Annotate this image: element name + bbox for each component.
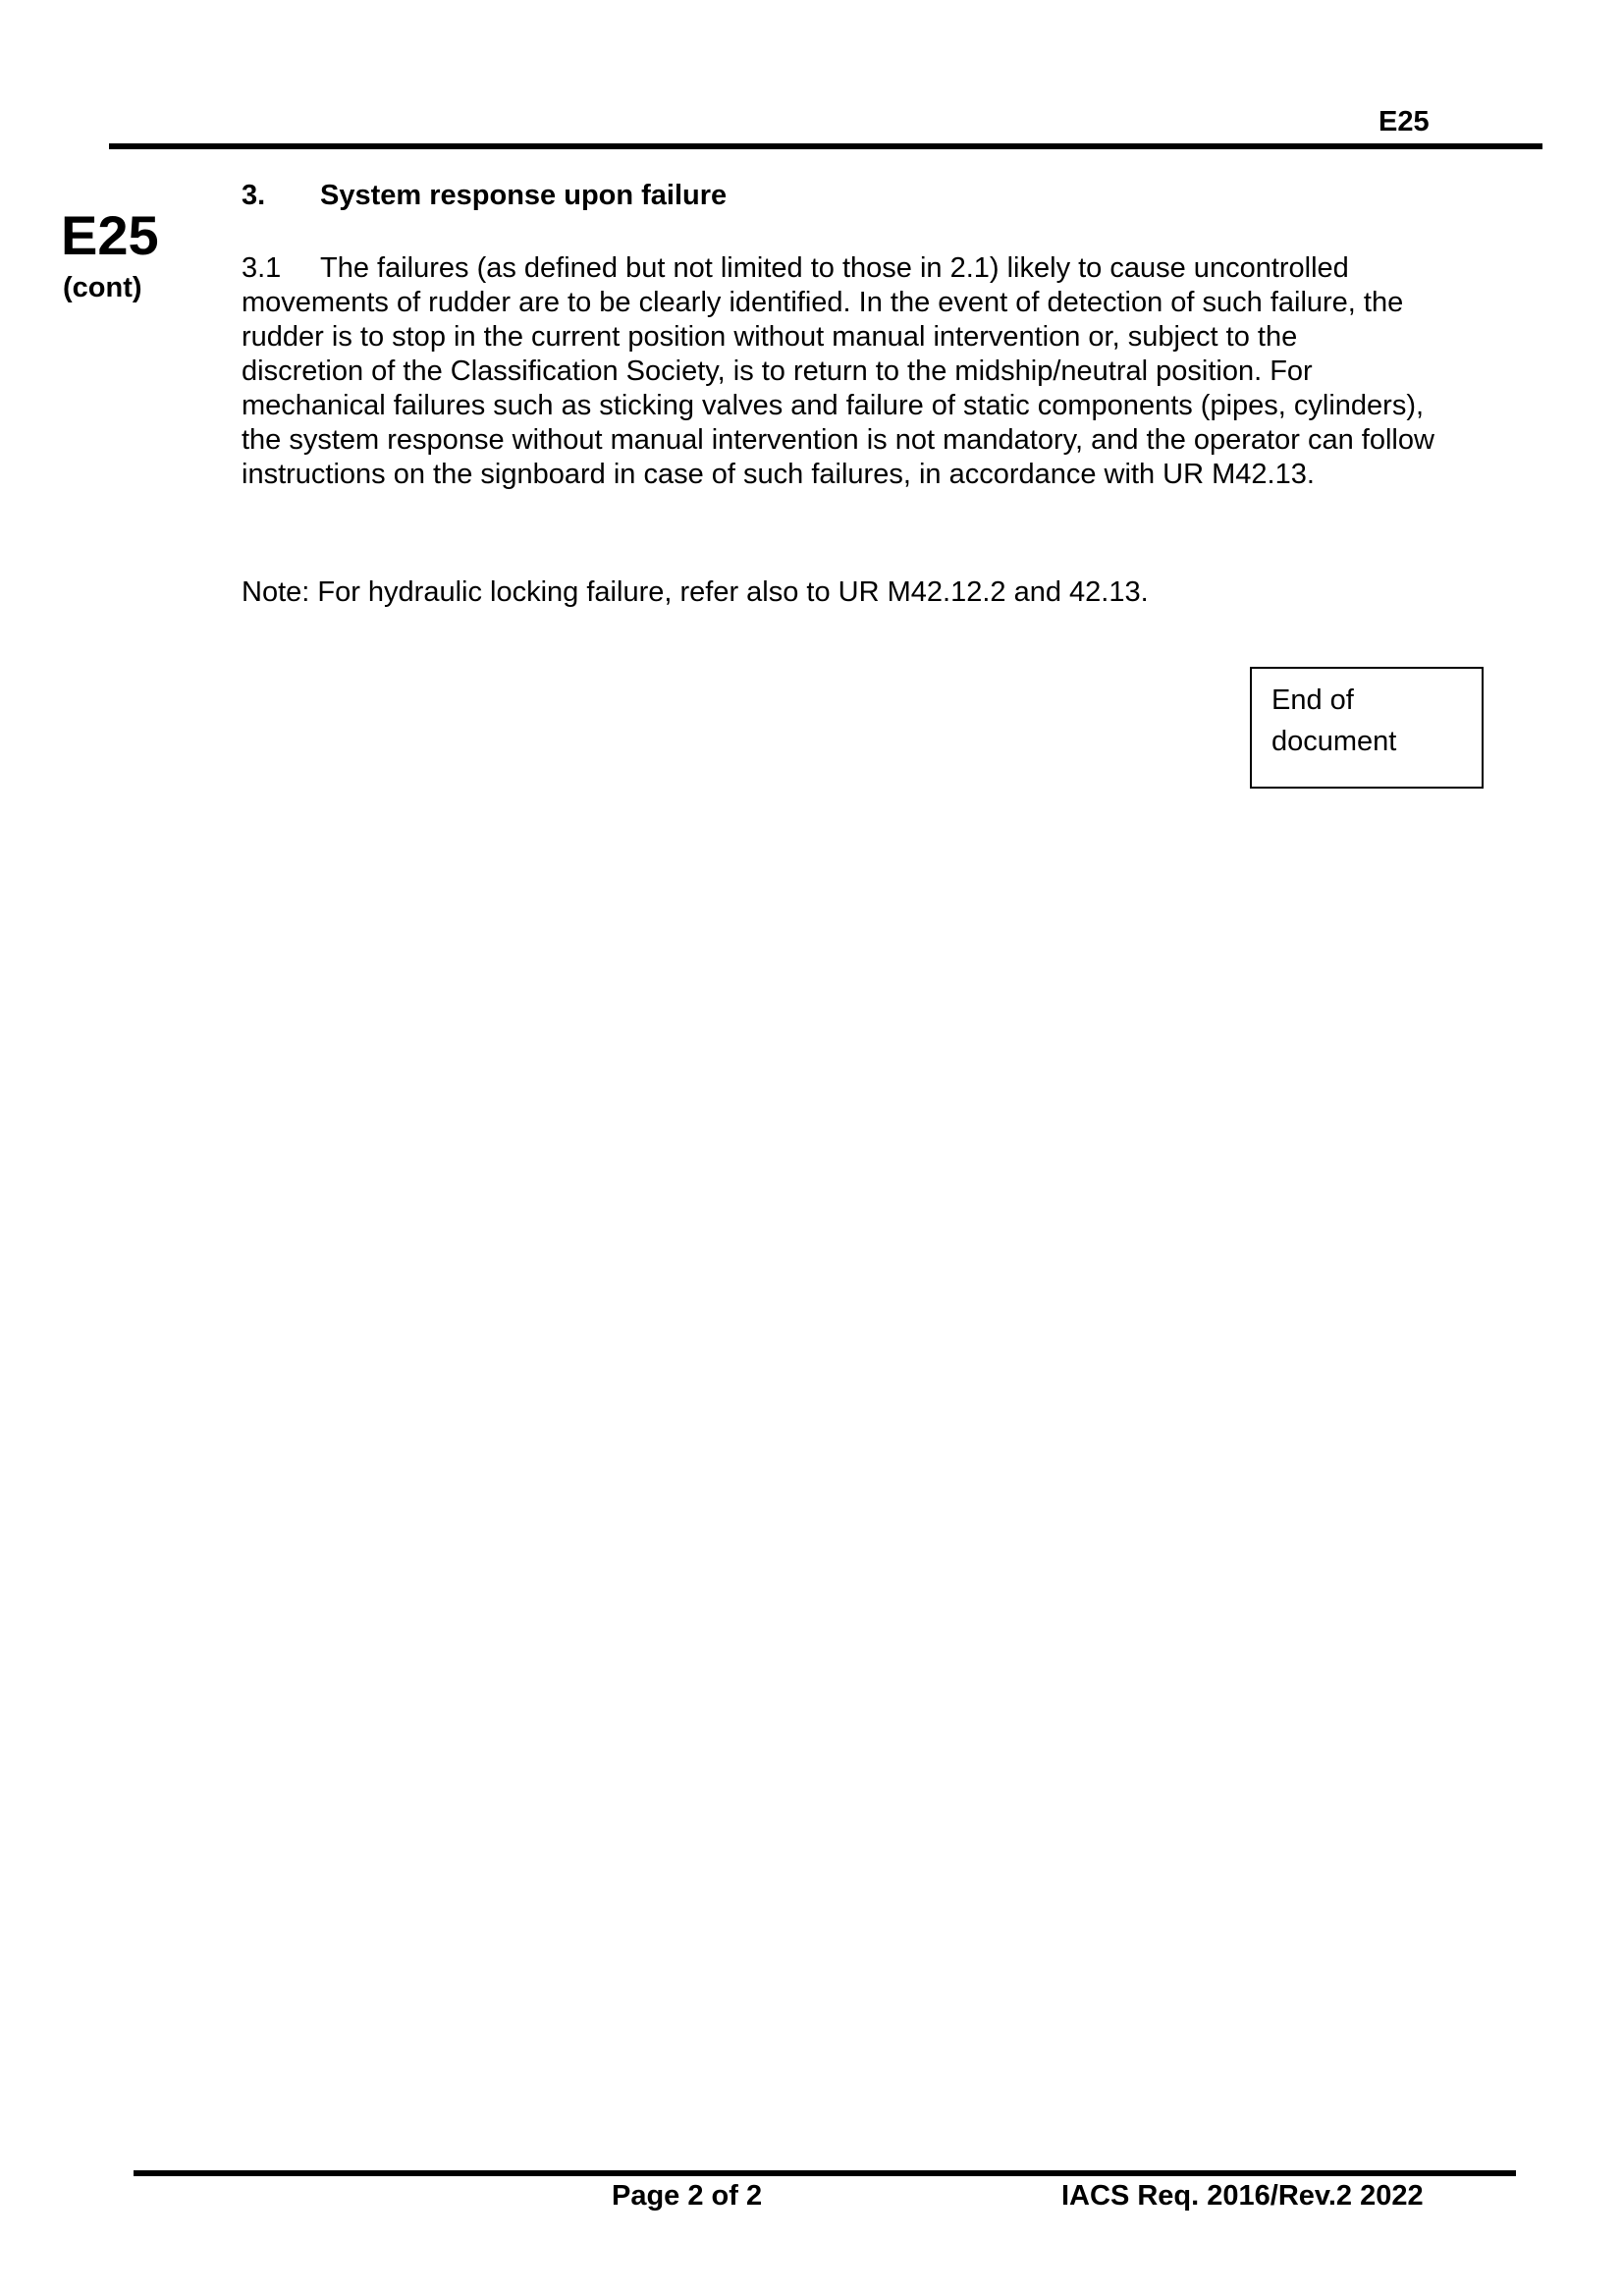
header-code: E25 [1379,106,1430,137]
paragraph-line: rudder is to stop in the current position without manual intervention or, subject to the [242,321,1298,353]
side-code: E25 [61,204,159,266]
section-heading [242,180,727,212]
paragraph-line: discretion of the Classification Society, is to return to the midship/neutral position. For [242,355,1313,387]
header-rule [109,143,1542,149]
paragraph-line [242,251,1528,286]
paragraph-line: the system response without manual intervention is not mandatory, and the operator can follow [242,424,1434,456]
end-box-line-2: document [1271,726,1397,757]
paragraph-3-1 [242,251,1528,492]
section-number: 3. [242,180,266,211]
side-cont-label: (cont) [63,272,142,303]
footer-reference: IACS Req. 2016/Rev.2 2022 [1061,2180,1424,2212]
footer-rule [134,2170,1516,2176]
paragraph-line: instructions on the signboard in case of such failures, in accordance with UR M42.13. [242,459,1315,490]
paragraph-line: movements of rudder are to be clearly identified. In the event of detection of such failure, the [242,287,1404,318]
paragraph-line: mechanical failures such as sticking valves and failure of static components (pipes, cylinders), [242,390,1425,421]
footer-page-number: Page 2 of 2 [612,2180,763,2212]
note-text: Note: For hydraulic locking failure, refer also to UR M42.12.2 and 42.13. [242,576,1149,608]
section-title: System response upon failure [320,180,728,211]
end-box-line-1: End of [1271,684,1354,716]
paragraph-line-text: The failures (as defined but not limited to those in 2.1) likely to cause uncontrolled [320,252,1349,284]
end-of-document-box [1250,667,1484,789]
paragraph-number: 3.1 [242,252,282,284]
